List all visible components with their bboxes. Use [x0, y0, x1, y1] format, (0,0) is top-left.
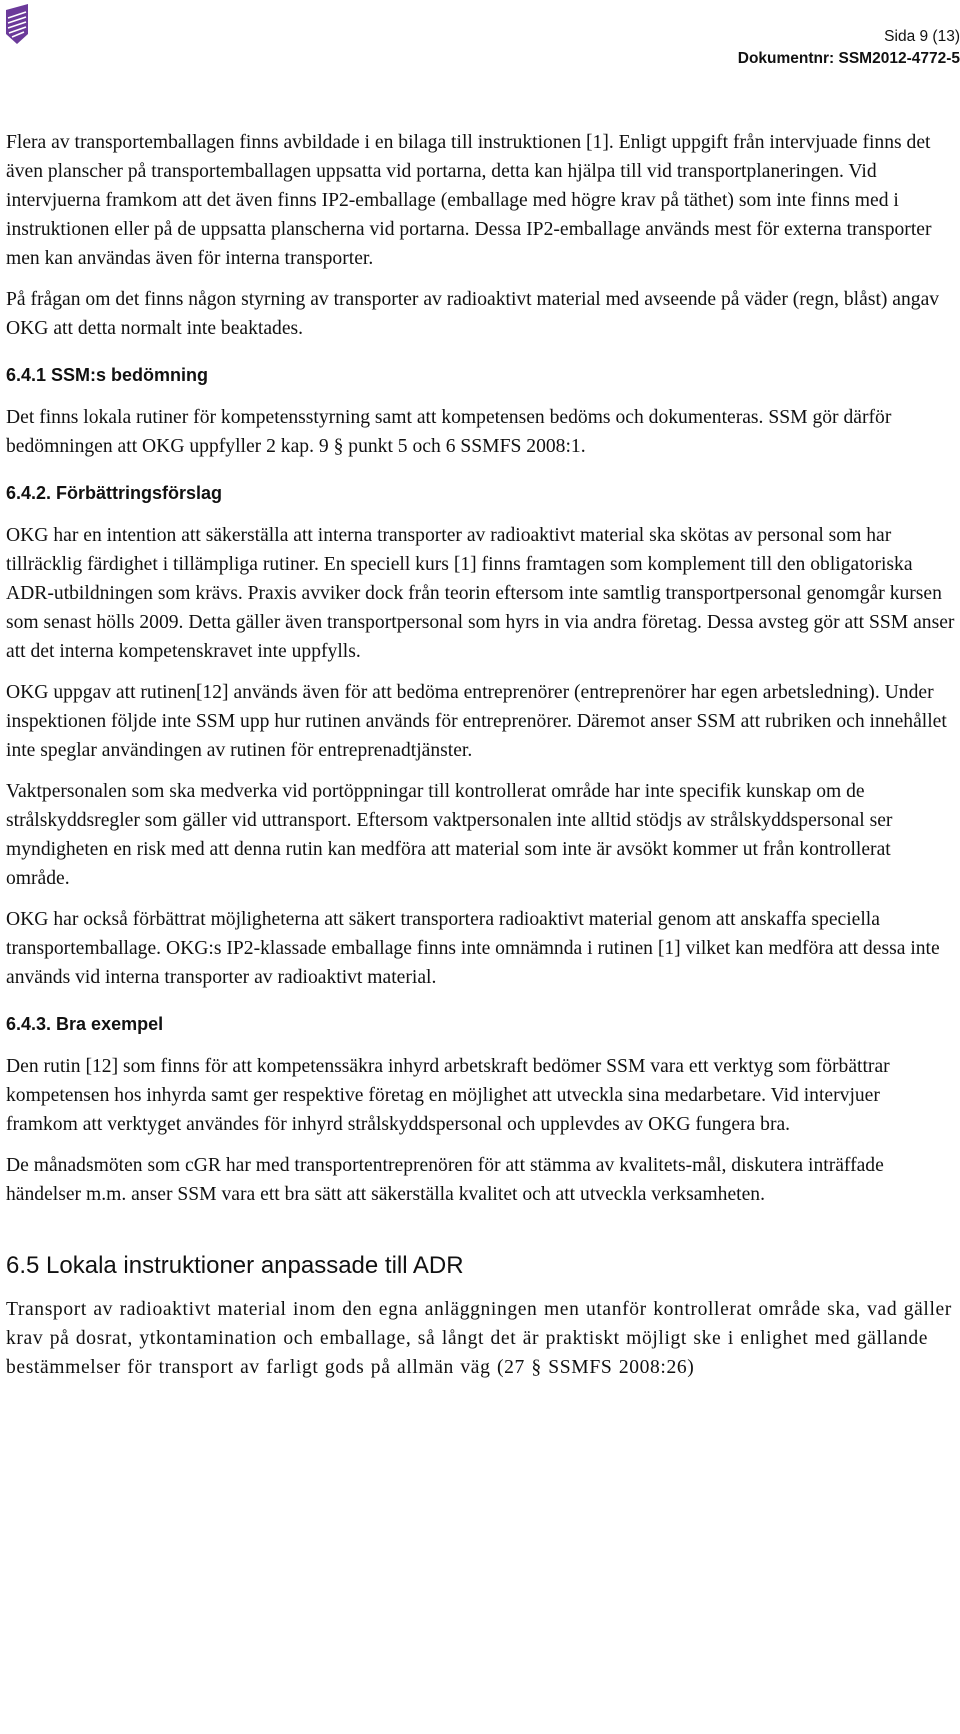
heading-6-4-2: 6.4.2. Förbättringsförslag [6, 483, 223, 503]
heading-6-5: 6.5 Lokala instruktioner anpassade till ADR [6, 1252, 464, 1279]
heading-6-4-3: 6.4.3. Bra exempel [6, 1014, 164, 1034]
paragraph-packaging: OKG har också förbättrat möjligheterna att säkert transportera radioaktivt material genom att anskaffa speciella transportemballage. OKG:s IP2-klassade emballage finns inte omnämnda i rutinen [1] vilket kan medföra att dessa inte används vid interna transporter av radioaktivt material. [6, 909, 940, 988]
paragraph-guards: Vaktpersonalen som ska medverka vid portöppningar till kontrollerat område har inte specifik kunskap om de strålskyddsregler som gäller vid uttransport. Eftersom vaktpersonalen inte alltid stödjs av strålskyddspersonal ser myndigheten en risk med att denna rutin kan medföra att material som inte är avsökt kommer ut från kontrollerat område. [6, 781, 893, 889]
heading-6-4-1: 6.4.1 SSM:s bedömning [6, 365, 209, 385]
paragraph-intention: OKG har en intention att säkerställa att interna transporter av radioaktivt material ska skötas av personal som har tillräcklig färdighet i tillämpliga rutiner. En speciell kurs [1] finns framtagen som komplement till den obligatoriska ADR-utbildningen som krävs. Praxis avviker dock från teorin eftersom inte samtlig transportpersonal genomgår kursen som senast hölls 2009. Detta gäller även transportpersonal som hyrs in via andra företag. Dessa avsteg gör att SSM anser att det interna kompetenskravet inte uppfylls. [6, 525, 955, 662]
paragraph-good-example: Den rutin [12] som finns för att kompetenssäkra inhyrd arbetskraft bedömer SSM vara ett verktyg som förbättrar kompetensen hos inhyrda samt ger respektive företag en möjlighet att utveckla sina medarbetare. Vid intervjuer framkom att verktyget användes för inhyrd strålskyddspersonal och upplevdes av OKG fungera bra. [6, 1056, 890, 1135]
page-number: Sida 9 (13) [884, 28, 960, 45]
paragraph-monthly-meetings: De månadsmöten som cGR har med transportentreprenören för att stämma av kvalitets-mål, diskutera inträffade händelser m.m. anser SSM vara ett bra sätt att säkerställa kvalitet och att utveckla verksamheten. [6, 1155, 884, 1205]
ssm-logo-icon [4, 4, 30, 44]
paragraph-assessment: Det finns lokala rutiner för kompetensstyrning samt att kompetensen bedöms och dokumenteras. SSM gör därför bedömningen att OKG uppfyller 2 kap. 9 § punkt 5 och 6 SSMFS 2008:1. [6, 407, 892, 457]
paragraph-weather: På frågan om det finns någon styrning av transporter av radioaktivt material med avseende på väder (regn, blåst) angav OKG att detta normalt inte beaktades. [6, 289, 940, 339]
document-number: Dokumentnr: SSM2012-4772-5 [737, 50, 960, 67]
paragraph-contractors: OKG uppgav att rutinen[12] används även för att bedöma entreprenörer (entreprenörer har egen arbetsledning). Under inspektionen följde inte SSM upp hur rutinen används för entreprenörer. Däremot anser SSM att rubriken och innehållet inte speglar användingen av rutinen för entreprenadtjänster. [6, 682, 947, 761]
paragraph-transport-packaging: Flera av transportemballagen finns avbildade i en bilaga till instruktionen [1]. Enligt uppgift från intervjuade finns det även planscher på transportemballagen uppsatta vid portarna, detta kan hjälpa till vid transportplaneringen. Vid intervjuerna framkom att det även finns IP2-emballage (emballage med högre krav på täthet) som inte finns med i instruktionen eller på de uppsatta planscherna vid portarna. Dessa IP2-emballage används mest för externa transporter men kan användas även för interna transporter. [6, 132, 932, 269]
document-body [6, 128, 956, 1394]
page-header [440, 26, 960, 70]
paragraph-adr: Transport av radioaktivt material inom den egna anläggningen men utanför kontrollerat område ska, vad gäller krav på dosrat, ytkontamination och emballage, så långt det är praktiskt möjligt ske i enlighet med gällande bestämmelser för transport av farligt gods på allmän väg (27 § SSMFS 2008:26) [6, 1299, 952, 1378]
